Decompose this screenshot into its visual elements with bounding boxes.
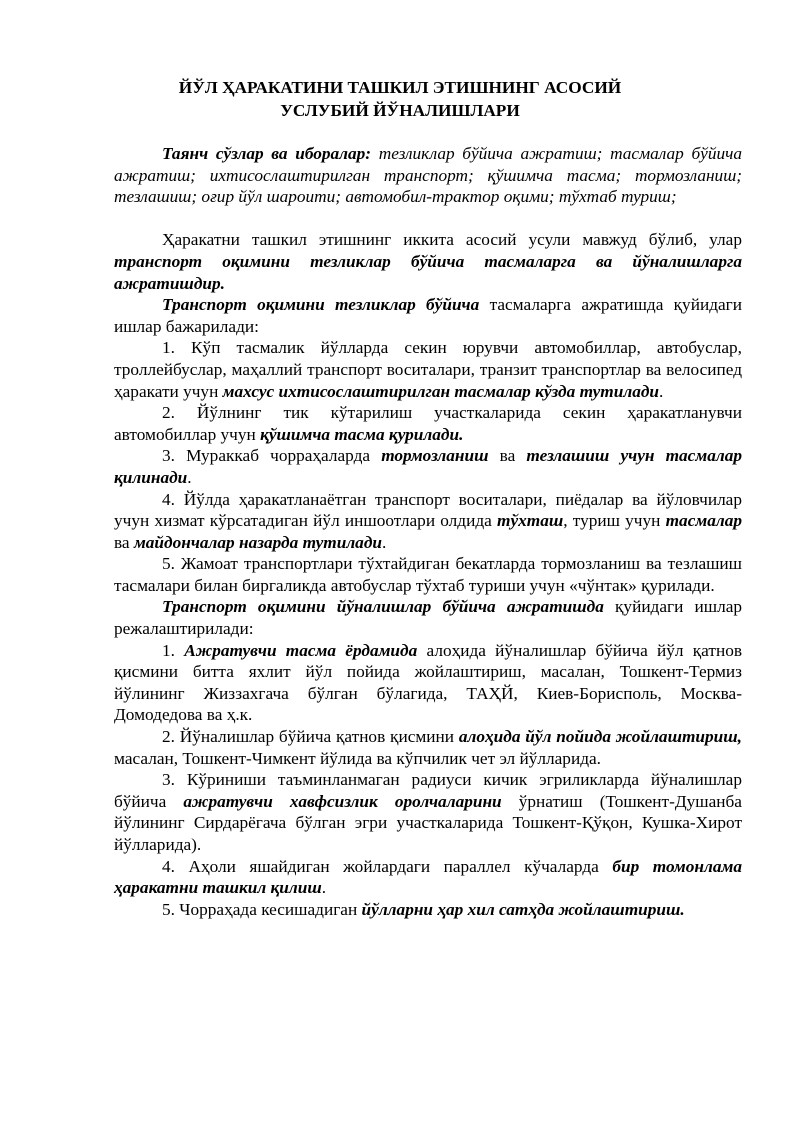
- speed-item-3-text: 3. Мураккаб чорраҳаларда: [162, 446, 382, 466]
- direction-item-4-text: 4. Аҳоли яшайдиган жойлардаги параллел кўчаларда: [162, 856, 613, 876]
- direction-lead-emphasis: Транспорт оқимини йўналишлар бўйича ажратишда: [162, 597, 604, 617]
- document-body: [114, 143, 742, 920]
- keywords-text: тезликлар бўйича ажратиш; тасмалар бўйича ажратиш; ихтисослаштирилган транспорт; қўшимча тасма; тормозланиш; тезлашиш; оғир йўл шароити; автомобил-трактор оқими; тўхтаб туриш;: [114, 144, 742, 207]
- speed-item-3-emphasis-1: тормозланиш: [381, 446, 489, 466]
- title-line-1: ЙЎЛ ҲАРАКАТИНИ ТАШКИЛ ЭТИШНИНГ АСОСИЙ: [178, 78, 622, 97]
- speed-item-3: [114, 445, 742, 488]
- intro-text: Ҳаракатни ташкил этишнинг иккита асосий усули мавжуд бўлиб, улар: [162, 230, 742, 250]
- direction-lead-text: қуйидаги ишлар режалаштирилади:: [114, 597, 743, 639]
- keywords-paragraph: [114, 143, 742, 208]
- direction-item-2-text: 2. Йўналишлар бўйича қатнов қисмини: [162, 727, 459, 747]
- speed-item-4-emphasis-2: тасмалар: [665, 511, 742, 531]
- speed-item-4-text: 4. Йўлда ҳаракатланаётган транспорт воситалари, пиёдалар ва йўловчилар учун хизмат кўрсатадиган йўл иншоотлари олдида: [114, 489, 742, 531]
- direction-item-3: [114, 769, 742, 855]
- direction-item-1-text: алоҳида йўналишлар бўйича йўл қатнов қисмини битта яхлит йўл пойида жойлаштириш, масалан, Тошкент-Термиз йўлининг Жиззахгача бўлган бўлагида, ТАҲЙ, Киев-Борисполь, Москва-Домодедова ва ҳ.к.: [114, 640, 743, 725]
- direction-item-2-emphasis: алоҳида йўл пойида жойлаштириш,: [458, 727, 742, 747]
- speed-item-4-end: .: [382, 532, 387, 552]
- speed-item-4-text-2: , туриш учун: [563, 511, 666, 531]
- direction-item-3-text-2: ўрнатиш (Тошкент-Душанба йўлининг Сирдарёгача бўлган эгри участкаларида Тошкент-Қўқон, Кушка-Хирот йўлларида).: [114, 791, 742, 854]
- direction-item-3-text: 3. Кўриниши таъминланмаган радиуси кичик эгриликларда йўналишлар бўйича: [114, 770, 742, 811]
- speed-item-5: 5. Жамоат транспортлари тўхтайдиган бекатларда тормозланиш ва тезлашиш тасмалари билан биргаликда автобуслар тўхтаб туриши учун «чўнтак» қурилади.: [114, 554, 742, 595]
- direction-item-2-text-2: масалан, Тошкент-Чимкент йўлида ва кўпчилик чет эл йўлларида.: [114, 748, 601, 768]
- direction-item-2: [114, 726, 742, 769]
- speed-lead-emphasis: Транспорт оқимини тезликлар бўйича: [162, 295, 480, 315]
- direction-item-5-emphasis: йўлларни ҳар хил сатҳда жойлаштириш.: [361, 899, 685, 919]
- speed-lead-paragraph: [114, 294, 742, 337]
- speed-item-1-end: .: [659, 381, 664, 401]
- direction-item-5: [114, 899, 742, 921]
- speed-item-2: [114, 402, 742, 445]
- speed-item-4-emphasis-3: майдончалар назарда тутилади: [133, 532, 383, 552]
- speed-item-4-emphasis-1: тўхташ: [497, 511, 564, 531]
- page-title: [0, 76, 800, 122]
- keywords-label: Таянч сўзлар ва иборалар:: [162, 144, 372, 163]
- speed-item-1: [114, 337, 742, 402]
- speed-item-1-text: 1. Кўп тасмалик йўлларда секин юрувчи автомобиллар, автобуслар, троллейбуслар, маҳаллий транспорт воситалари, транзит транспортлар ва велосипед ҳаракати учун: [114, 338, 742, 401]
- speed-item-2-text: 2. Йўлнинг тик кўтарилиш участкаларида секин ҳаракатланувчи автомобиллар учун: [114, 403, 742, 444]
- speed-item-4-text-3: ва: [114, 532, 134, 552]
- direction-item-1: [114, 640, 742, 726]
- speed-item-3-emphasis-2: тезлашиш учун тасмалар қилинади: [114, 446, 742, 487]
- direction-item-4-end: .: [321, 878, 327, 898]
- speed-item-4: [114, 489, 742, 554]
- speed-item-2-emphasis: қўшимча тасма қурилади.: [260, 424, 464, 444]
- intro-paragraph: [114, 229, 742, 294]
- speed-item-1-emphasis: махсус ихтисослаштирилган тасмалар кўзда тутилади: [222, 381, 660, 401]
- direction-item-3-emphasis: ажратувчи хавфсизлик оролчаларини: [183, 791, 502, 811]
- title-line-2: УСЛУБИЙ ЙЎНАЛИШЛАРИ: [280, 101, 520, 120]
- direction-item-1-number: 1.: [162, 640, 185, 660]
- speed-item-3-end: .: [187, 467, 192, 487]
- intro-emphasis: транспорт оқимини тезликлар бўйича тасмаларга ва йўналишларга ажратишдир.: [114, 251, 742, 293]
- speed-item-3-text-2: ва: [488, 446, 527, 466]
- direction-item-1-emphasis: Ажратувчи тасма ёрдамида: [184, 640, 418, 660]
- direction-lead-paragraph: [114, 596, 742, 639]
- direction-item-4: [114, 856, 742, 899]
- direction-item-5-text: 5. Чорраҳада кесишадиган: [162, 899, 362, 919]
- direction-item-4-emphasis: бир томонлама ҳаракатни ташкил қилиш: [114, 856, 742, 898]
- speed-lead-text: тасмаларга ажратишда қуйидаги ишлар бажарилади:: [114, 295, 742, 336]
